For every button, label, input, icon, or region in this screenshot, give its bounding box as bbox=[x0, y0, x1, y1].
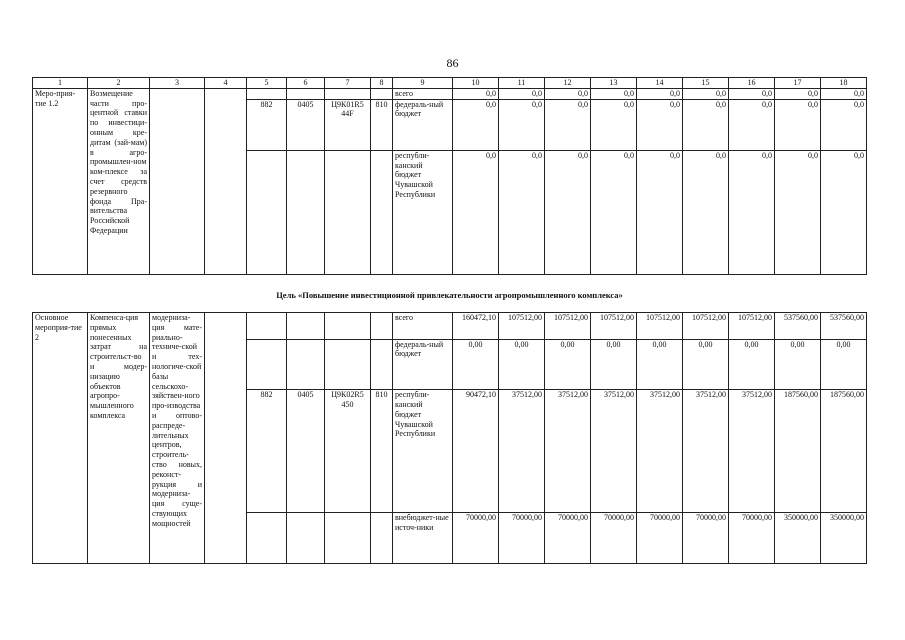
value-cell: 0,0 bbox=[637, 88, 683, 99]
value-cell: 70000,00 bbox=[637, 513, 683, 564]
value-cell: 0,00 bbox=[591, 339, 637, 390]
col-num: 1 bbox=[33, 78, 88, 89]
measure-title: Основное мероприя-тие 2 bbox=[33, 313, 88, 564]
table-row bbox=[33, 313, 867, 340]
empty-cell bbox=[205, 313, 247, 564]
col-num: 18 bbox=[821, 78, 867, 89]
empty-cell bbox=[150, 88, 205, 274]
value-cell: 0,0 bbox=[453, 150, 499, 274]
target-article-cell: Ц9К01R5 44F bbox=[325, 99, 371, 150]
expense-type-cell: 810 bbox=[371, 390, 393, 513]
empty-cell bbox=[287, 339, 325, 390]
empty-cell bbox=[287, 513, 325, 564]
value-cell: 70000,00 bbox=[683, 513, 729, 564]
empty-cell bbox=[371, 513, 393, 564]
empty-cell bbox=[325, 88, 371, 99]
source-label: республи-канский бюджет Чувашской Республики bbox=[393, 150, 453, 274]
value-cell: 0,0 bbox=[821, 99, 867, 150]
program-table-lower bbox=[32, 312, 867, 564]
value-cell: 0,00 bbox=[637, 339, 683, 390]
empty-cell bbox=[371, 150, 393, 274]
source-label: республи-канский бюджет Чувашской Республики bbox=[393, 390, 453, 513]
empty-cell bbox=[247, 150, 287, 274]
empty-cell bbox=[247, 513, 287, 564]
program-table-upper bbox=[32, 77, 867, 275]
col-num: 7 bbox=[325, 78, 371, 89]
empty-cell bbox=[325, 339, 371, 390]
value-cell: 0,0 bbox=[683, 99, 729, 150]
value-cell: 187560,00 bbox=[775, 390, 821, 513]
value-cell: 0,00 bbox=[775, 339, 821, 390]
section-code-cell: 0405 bbox=[287, 99, 325, 150]
page-number: 86 bbox=[446, 56, 459, 70]
value-cell: 0,0 bbox=[775, 88, 821, 99]
value-cell: 37512,00 bbox=[729, 390, 775, 513]
empty-cell bbox=[287, 150, 325, 274]
value-cell: 0,0 bbox=[591, 99, 637, 150]
value-cell: 0,0 bbox=[499, 150, 545, 274]
value-cell: 0,0 bbox=[729, 99, 775, 150]
value-cell: 0,0 bbox=[637, 150, 683, 274]
value-cell: 0,0 bbox=[683, 88, 729, 99]
column-number-row bbox=[33, 78, 867, 89]
col-num: 2 bbox=[88, 78, 150, 89]
value-cell: 0,0 bbox=[499, 99, 545, 150]
value-cell: 70000,00 bbox=[545, 513, 591, 564]
value-cell: 0,00 bbox=[729, 339, 775, 390]
value-cell: 350000,00 bbox=[821, 513, 867, 564]
empty-cell bbox=[325, 150, 371, 274]
col-num: 12 bbox=[545, 78, 591, 89]
empty-cell bbox=[247, 313, 287, 340]
value-cell: 0,00 bbox=[499, 339, 545, 390]
value-cell: 0,0 bbox=[453, 99, 499, 150]
budget-code-cell: 882 bbox=[247, 99, 287, 150]
empty-cell bbox=[325, 313, 371, 340]
col-num: 10 bbox=[453, 78, 499, 89]
expense-type-cell: 810 bbox=[371, 99, 393, 150]
empty-cell bbox=[371, 339, 393, 390]
value-cell: 107512,00 bbox=[729, 313, 775, 340]
col-num: 14 bbox=[637, 78, 683, 89]
value-cell: 0,00 bbox=[683, 339, 729, 390]
source-label: федераль-ный бюджет bbox=[393, 339, 453, 390]
value-cell: 0,0 bbox=[545, 88, 591, 99]
value-cell: 0,00 bbox=[545, 339, 591, 390]
value-cell: 0,0 bbox=[499, 88, 545, 99]
col-num: 9 bbox=[393, 78, 453, 89]
value-cell: 537560,00 bbox=[821, 313, 867, 340]
value-cell: 107512,00 bbox=[545, 313, 591, 340]
value-cell: 187560,00 bbox=[821, 390, 867, 513]
value-cell: 90472,10 bbox=[453, 390, 499, 513]
value-cell: 0,0 bbox=[591, 88, 637, 99]
col-num: 8 bbox=[371, 78, 393, 89]
budget-code-cell: 882 bbox=[247, 390, 287, 513]
table-row bbox=[33, 88, 867, 99]
source-label: всего bbox=[393, 88, 453, 99]
empty-cell bbox=[287, 313, 325, 340]
value-cell: 37512,00 bbox=[591, 390, 637, 513]
measure-description: Компенса-ция прямых понесенных затрат на строительст-во и модер-низацию объектов агропро-мышленного комплекса bbox=[88, 313, 150, 564]
col-num: 11 bbox=[499, 78, 545, 89]
measure-result: модерниза-ция мате-риально-техниче-ской и тех-нологиче-ской базы сельскохо-зяйствен-ного про-изводства и оптово-распреде-лительных центров, строитель-ство новых, реконст-рукция и модерниза-ция суще-ствующих мощностей bbox=[150, 313, 205, 564]
value-cell: 107512,00 bbox=[683, 313, 729, 340]
value-cell: 107512,00 bbox=[637, 313, 683, 340]
value-cell: 0,0 bbox=[821, 88, 867, 99]
value-cell: 70000,00 bbox=[591, 513, 637, 564]
col-num: 15 bbox=[683, 78, 729, 89]
value-cell: 0,0 bbox=[545, 150, 591, 274]
value-cell: 350000,00 bbox=[775, 513, 821, 564]
col-num: 3 bbox=[150, 78, 205, 89]
col-num: 6 bbox=[287, 78, 325, 89]
value-cell: 107512,00 bbox=[591, 313, 637, 340]
value-cell: 0,0 bbox=[775, 150, 821, 274]
value-cell: 37512,00 bbox=[499, 390, 545, 513]
empty-cell bbox=[247, 88, 287, 99]
value-cell: 0,0 bbox=[637, 99, 683, 150]
value-cell: 0,00 bbox=[821, 339, 867, 390]
value-cell: 160472,10 bbox=[453, 313, 499, 340]
value-cell: 0,0 bbox=[453, 88, 499, 99]
col-num: 13 bbox=[591, 78, 637, 89]
col-num: 16 bbox=[729, 78, 775, 89]
goal-heading: Цель «Повышение инвестиционной привлекательности агропромышленного комплекса» bbox=[276, 290, 623, 300]
source-label: всего bbox=[393, 313, 453, 340]
value-cell: 37512,00 bbox=[545, 390, 591, 513]
measure-title: Меро-прия-тие 1.2 bbox=[33, 88, 88, 274]
empty-cell bbox=[371, 313, 393, 340]
value-cell: 0,0 bbox=[683, 150, 729, 274]
target-article-cell: Ц9К02R5 450 bbox=[325, 390, 371, 513]
source-label: федераль-ный бюджет bbox=[393, 99, 453, 150]
value-cell: 0,0 bbox=[545, 99, 591, 150]
col-num: 17 bbox=[775, 78, 821, 89]
empty-cell bbox=[247, 339, 287, 390]
value-cell: 0,0 bbox=[729, 88, 775, 99]
value-cell: 537560,00 bbox=[775, 313, 821, 340]
section-code-cell: 0405 bbox=[287, 390, 325, 513]
empty-cell bbox=[287, 88, 325, 99]
value-cell: 0,0 bbox=[729, 150, 775, 274]
value-cell: 0,00 bbox=[453, 339, 499, 390]
value-cell: 0,0 bbox=[591, 150, 637, 274]
value-cell: 37512,00 bbox=[683, 390, 729, 513]
value-cell: 70000,00 bbox=[499, 513, 545, 564]
col-num: 5 bbox=[247, 78, 287, 89]
value-cell: 0,0 bbox=[821, 150, 867, 274]
empty-cell bbox=[205, 88, 247, 274]
col-num: 4 bbox=[205, 78, 247, 89]
source-label: внебюджет-ные источ-ники bbox=[393, 513, 453, 564]
value-cell: 70000,00 bbox=[453, 513, 499, 564]
value-cell: 70000,00 bbox=[729, 513, 775, 564]
empty-cell bbox=[325, 513, 371, 564]
value-cell: 37512,00 bbox=[637, 390, 683, 513]
empty-cell bbox=[371, 88, 393, 99]
measure-description: Возмещение части про-центной ставки по инвестици-онным кре-дитам (зай-мам) в агро-промышлен-ном ком-плексе за счет средств резервного фонда Пра-вительства Российской Федерации bbox=[88, 88, 150, 274]
value-cell: 0,0 bbox=[775, 99, 821, 150]
value-cell: 107512,00 bbox=[499, 313, 545, 340]
